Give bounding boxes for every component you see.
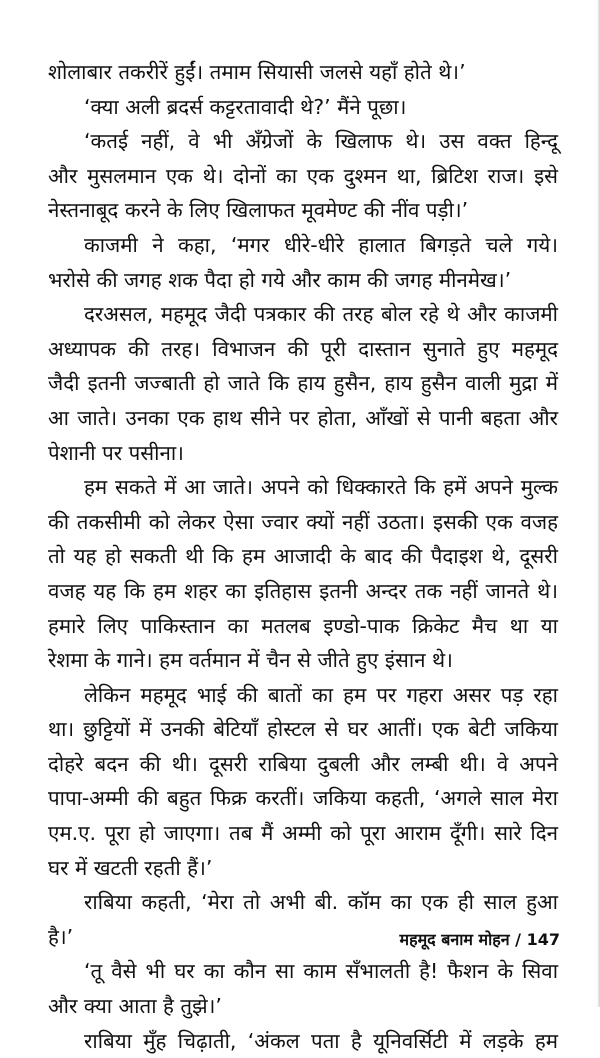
text-line: और क्या आता है तुझे।’	[48, 994, 222, 1019]
page-footer: महमूद बनाम मोहन / 147	[399, 930, 560, 949]
text-line: ‘तू वैसे भी घर का कौन सा काम सँभालती है! फैशन के सिवा	[84, 959, 558, 984]
text-line: दोहरे बदन की थी। दूसरी राबिया दुबली और लम्बी थी। वे अपने	[48, 751, 558, 776]
text-line: दरअसल, महमूद जैदी पत्रकार की तरह बोल रहे थे और काजमी	[84, 302, 558, 327]
text-line: शोलाबार तकरीरें हुईं। तमाम सियासी जलसे यहाँ होते थे।’	[48, 60, 466, 84]
text-line: राबिया कहती, ‘मेरा तो अभी बी. कॉम का एक ही साल हुआ	[84, 890, 558, 915]
text-line: आ जाते। उनका एक हाथ सीने पर होता, आँखों से पानी बहता और	[48, 405, 558, 430]
text-line: घर में खटती रहती हैं।’	[48, 855, 213, 880]
text-line: है।’	[48, 924, 74, 949]
text-line: हमारे लिए पाकिस्तान का मतलब इण्डो-पाक क्रिकेट मैच था या	[48, 613, 558, 638]
text-line: था। छुट्टियों में उनकी बेटियाँ होस्टल से घर आतीं। एक बेटी जकिया	[48, 717, 558, 742]
text-line: राबिया मुँह चिढ़ाती, ‘अंकल पता है यूनिवर्सिटी में लड़के हम	[84, 1028, 558, 1053]
text-line: पेशानी पर पसीना।	[48, 440, 184, 465]
text-line: भरोसे की जगह शक पैदा हो गये और काम की जगह मीनमेख।’	[48, 267, 512, 292]
text-line: जैदी इतनी जज्बाती हो जाते कि हाय हुसैन, हाय हुसैन वाली मुद्रा में	[48, 371, 558, 396]
text-line: तो यह हो सकती थी कि हम आजादी के बाद की पैदाइश थे, दूसरी	[48, 544, 558, 569]
text-line: नेस्तनाबूद करने के लिए खिलाफत मूवमेण्ट की नींव पड़ी।’	[48, 198, 469, 223]
text-line: की तकसीमी को लेकर ऐसा ज्वार क्यों नहीं उठता। इसकी एक वजह	[48, 509, 558, 534]
text-line: पापा-अम्मी की बहुत फिक्र करतीं। जकिया कहती, ‘अगले साल मेरा	[48, 786, 558, 811]
page-body	[48, 55, 558, 1058]
text-line: और मुसलमान एक थे। दोनों का एक दुश्मन था, ब्रिटिश राज। इसे	[48, 163, 558, 188]
text-line: लेकिन महमूद भाई की बातों का हम पर गहरा असर पड़ रहा	[84, 682, 558, 707]
text-line: वजह यह कि हम शहर का इतिहास इतनी अन्दर तक नहीं जानते थे।	[48, 578, 558, 603]
text-line: अध्यापक की तरह। विभाजन की पूरी दास्तान सुनाते हुए महमूद	[48, 336, 558, 361]
text-line: हम सकते में आ जाते। अपने को धिक्कारते कि हमें अपने मुल्क	[84, 475, 558, 500]
text-line: रेशमा के गाने। हम वर्तमान में चैन से जीते हुए इंसान थे।	[48, 648, 453, 673]
text-line: ‘कतई नहीं, वे भी अँग्रेजों के खिलाफ थे। उस वक्त हिन्दू	[84, 129, 558, 154]
text-line: एम.ए. पूरा हो जाएगा। तब मैं अम्मी को पूरा आराम दूँगी। सारे दिन	[48, 821, 558, 846]
text-line: काजमी ने कहा, ‘मगर धीरे-धीरे हालात बिगड़ते चले गये।	[84, 232, 558, 257]
text-line: ‘क्या अली ब्रदर्स कट्टरतावादी थे?’ मैंने पूछा।	[84, 94, 407, 119]
